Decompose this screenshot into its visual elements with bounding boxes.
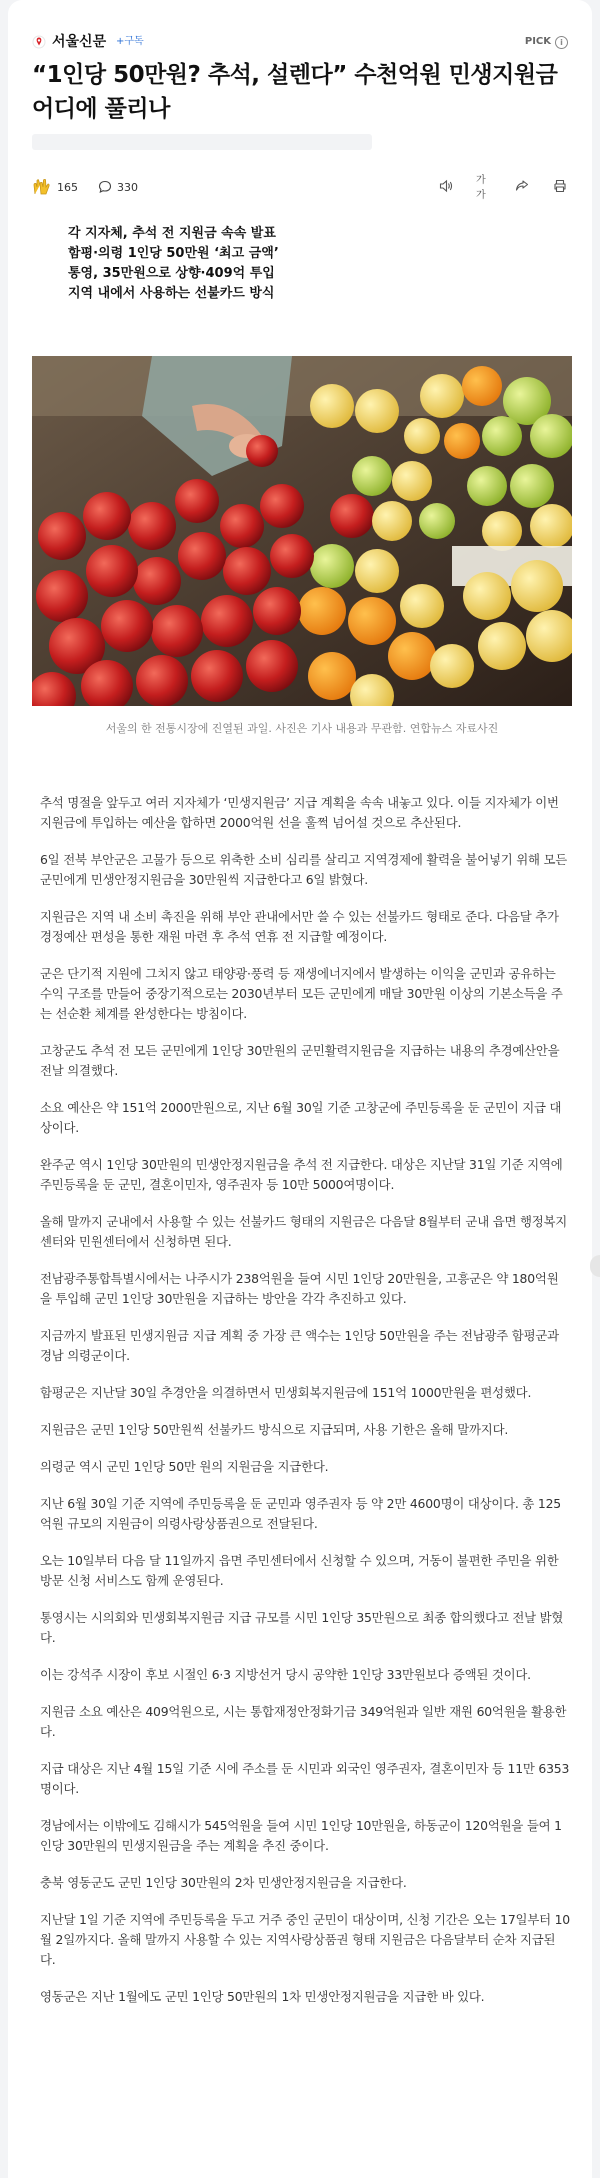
article-paragraph: 추석 명절을 앞두고 여러 지자체가 ‘민생지원금’ 지급 계획을 속속 내놓고 있다. 이들 지자체가 이번 지원금에 투입하는 예산을 합하면 2000억원 선을 훌쩍 넘어설 것으로 추산된다. xyxy=(40,795,559,830)
speaker-icon xyxy=(438,178,454,194)
press-name[interactable]: 서울신문 xyxy=(52,34,107,50)
date-placeholder xyxy=(32,134,372,150)
article-paragraph: 통영시는 시의회와 민생회복지원금 지급 규모를 시민 1인당 35만원으로 최종 합의했다고 전날 밝혔다. xyxy=(40,1610,564,1645)
article-paragraph: 전남광주통합특별시에서는 나주시가 238억원을 들여 시민 1인당 20만원을, 고흥군은 약 180억원을 투입해 군민 1인당 30만원을 지급하는 방안을 각각 추진하고 있다. xyxy=(40,1271,559,1306)
article-body xyxy=(40,793,570,2024)
comment-icon xyxy=(98,180,112,194)
article-tools xyxy=(438,175,568,201)
summary-line: 통영, 35만원으로 상향·409억 투입 xyxy=(68,266,275,281)
article-photo xyxy=(32,356,572,706)
print-icon xyxy=(552,178,568,194)
article-paragraph: 의령군 역시 군민 1인당 50만 원의 지원금을 지급한다. xyxy=(40,1459,329,1474)
summary-line: 함평·의령 1인당 50만원 ‘최고 금액’ xyxy=(68,246,279,261)
pick-text: PICK xyxy=(524,36,551,47)
print-button[interactable] xyxy=(552,178,568,194)
article-paragraph: 6일 전북 부안군은 고물가 등으로 위축한 소비 심리를 살리고 지역경제에 활력을 불어넣기 위해 모든 군민에게 민생안정지원금을 30만원씩 지급한다고 6일 밝혔다. xyxy=(40,852,568,887)
info-icon[interactable]: i xyxy=(555,36,568,49)
clap-icon xyxy=(32,178,52,196)
subscribe-button[interactable]: +구독 xyxy=(116,36,144,47)
article-card xyxy=(8,0,592,2178)
comment-count: 330 xyxy=(117,180,138,194)
share-icon xyxy=(514,178,530,194)
article-paragraph: 지원금은 지역 내 소비 촉진을 위해 부안 관내에서만 쓸 수 있는 선불카드 형태로 준다. 다음달 추가경정예산 편성을 통한 재원 마련 후 추석 연휴 전 지급할 예정이다. xyxy=(40,909,559,944)
font-size-icon: 가가 xyxy=(476,175,486,201)
article-paragraph: 지급 대상은 지난 4월 15일 기준 시에 주소를 둔 시민과 외국인 영주권자, 결혼이민자 등 11만 6353명이다. xyxy=(40,1761,570,1796)
article-paragraph: 소요 예산은 약 151억 2000만원으로, 지난 6월 30일 기준 고창군에 주민등록을 둔 군민이 지급 대상이다. xyxy=(40,1100,562,1135)
article-paragraph: 이는 강석주 시장이 후보 시절인 6·3 지방선거 당시 공약한 1인당 33만원보다 증액된 것이다. xyxy=(40,1667,531,1682)
audio-button[interactable] xyxy=(438,178,454,194)
comment-stat[interactable] xyxy=(98,176,138,198)
article-summary xyxy=(68,224,548,304)
article-paragraph: 영동군은 지난 1월에도 군민 1인당 50만원의 1차 민생안정지원금을 지급한 바 있다. xyxy=(40,1989,485,2004)
press-header xyxy=(32,32,568,52)
summary-line: 각 지자체, 추석 전 지원금 속속 발표 xyxy=(68,226,276,241)
summary-line: 지역 내에서 사용하는 선불카드 방식 xyxy=(68,286,275,301)
reaction-stat[interactable] xyxy=(32,176,78,198)
article-paragraph: 경남에서는 이밖에도 김해시가 545억원을 들여 시민 1인당 10만원을, 하동군이 120억원을 들여 1인당 30만원의 민생지원금을 주는 계획을 추진 중이다. xyxy=(40,1818,562,1853)
article-paragraph: 충북 영동군도 군민 1인당 30만원의 2차 민생안정지원금을 지급한다. xyxy=(40,1875,407,1890)
article-paragraph: 지원금은 군민 1인당 50만원씩 선불카드 방식으로 지급되며, 사용 기한은 올해 말까지다. xyxy=(40,1422,509,1437)
article-paragraph: 올해 말까지 군내에서 사용할 수 있는 선불카드 형태의 지원금은 다음달 8월부터 군내 읍면 행정복지센터와 민원센터에서 신청하면 된다. xyxy=(40,1214,568,1249)
article-paragraph: 고창군도 추석 전 모든 군민에게 1인당 30만원의 군민활력지원금을 지급하는 내용의 추경예산안을 전날 의결했다. xyxy=(40,1043,560,1078)
fruit-market-image xyxy=(32,356,572,706)
article-paragraph: 지난 6월 30일 기준 지역에 주민등록을 둔 군민과 영주권자 등 약 2만 4600명이 대상이다. 총 125억원 규모의 지원금이 의령사랑상품권으로 전달된다. xyxy=(40,1496,561,1531)
article-paragraph: 함평군은 지난달 30일 추경안을 의결하면서 민생회복지원금에 151억 1000만원을 편성했다. xyxy=(40,1385,532,1400)
font-size-button[interactable] xyxy=(476,175,492,201)
article-headline: “1인당 50만원? 추석, 설렌다” 수천억원 민생지원금 어디에 풀리나 xyxy=(32,62,558,122)
press-logo-icon[interactable] xyxy=(32,35,46,49)
article-paragraph: 군은 단기적 지원에 그치지 않고 태양광·풍력 등 재생에너지에서 발생하는 이익을 군민과 공유하는 수익 구조를 만들어 중장기적으로는 2030년부터 모든 군민에게 매달 30만원 이상의 기본소득을 주는 선순환 체계를 완성한다는 방침이다. xyxy=(40,966,563,1021)
share-button[interactable] xyxy=(514,178,530,194)
article-stats xyxy=(32,175,568,201)
article-paragraph: 지원금 소요 예산은 409억원으로, 시는 통합재정안정화기금 349억원과 일반 재원 60억원을 활용한다. xyxy=(40,1704,567,1739)
article-paragraph: 오는 10일부터 다음 달 11일까지 읍면 주민센터에서 신청할 수 있으며, 거동이 불편한 주민을 위한 방문 신청 서비스도 함께 운영된다. xyxy=(40,1553,559,1588)
reaction-count: 165 xyxy=(57,180,78,194)
article-paragraph: 지금까지 발표된 민생지원금 지급 계획 중 가장 큰 액수는 1인당 50만원을 주는 전남광주 함평군과 경남 의령군이다. xyxy=(40,1328,559,1363)
article-paragraph: 완주군 역시 1인당 30만원의 민생안정지원금을 추석 전 지급한다. 대상은 지난달 31일 기준 지역에 주민등록을 둔 군민, 결혼이민자, 영주권자 등 10만 5000여명이다. xyxy=(40,1157,563,1192)
pick-label[interactable] xyxy=(525,34,568,50)
photo-caption: 서울의 한 전통시장에 진열된 과일. 사진은 기사 내용과 무관함. 연합뉴스 자료사진 xyxy=(105,722,499,735)
article-paragraph: 지난달 1일 기준 지역에 주민등록을 두고 거주 중인 군민이 대상이며, 신청 기간은 오는 17일부터 10월 2일까지다. 올해 말까지 사용할 수 있는 지역사랑상품권 형태 지원금은 다음달부터 순차 지급된다. xyxy=(40,1912,570,1967)
